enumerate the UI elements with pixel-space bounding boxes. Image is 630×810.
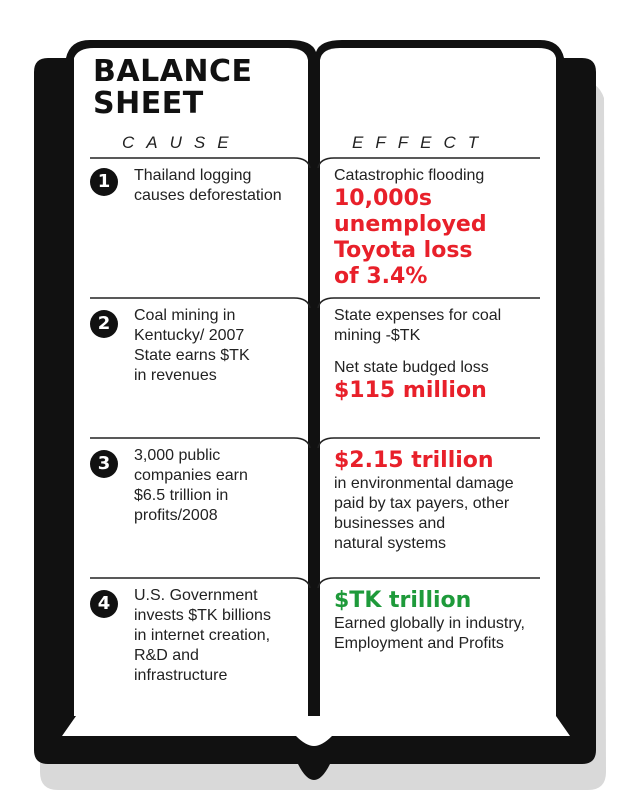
effect-highlight: $TK trillion — [334, 588, 472, 613]
row-number-badge: 4 — [90, 590, 118, 618]
title-line-1: BALANCE — [93, 54, 253, 89]
effect-text: Earned globally in industry, Employment and Profits — [334, 615, 525, 652]
row-number-badge: 3 — [90, 450, 118, 478]
effect-text: in environmental damage paid by tax payers, other businesses and natural systems — [334, 475, 514, 552]
effect-text: State expenses for coal mining -$TK — [334, 307, 502, 344]
effect-column-header: EFFECT — [352, 133, 491, 152]
effect-block — [334, 166, 549, 290]
title-line-2: SHEET — [93, 86, 204, 121]
cause-text: 3,000 public companies earn $6.5 trillion in profits/2008 — [134, 447, 248, 524]
effect-highlight: $2.15 trillion — [334, 448, 494, 473]
page-title — [93, 56, 253, 120]
row-number-badge: 2 — [90, 310, 118, 338]
effect-block — [334, 306, 549, 404]
cause-text: Coal mining in Kentucky/ 2007 State earns $TK in revenues — [134, 307, 250, 384]
effect-highlight: 10,000s unemployed Toyota loss of 3.4% — [334, 186, 487, 289]
cause-text: U.S. Government invests $TK billions in internet creation, R&D and infrastructure — [134, 587, 271, 684]
cause-text: Thailand logging causes deforestation — [134, 167, 282, 204]
effect-text-2: Net state budged loss — [334, 359, 489, 376]
row-number-badge: 1 — [90, 168, 118, 196]
effect-text: Catastrophic flooding — [334, 167, 485, 184]
effect-block — [334, 448, 549, 554]
effect-block — [334, 588, 549, 654]
cause-column-header: CAUSE — [122, 133, 241, 152]
effect-highlight: $115 million — [334, 378, 487, 403]
